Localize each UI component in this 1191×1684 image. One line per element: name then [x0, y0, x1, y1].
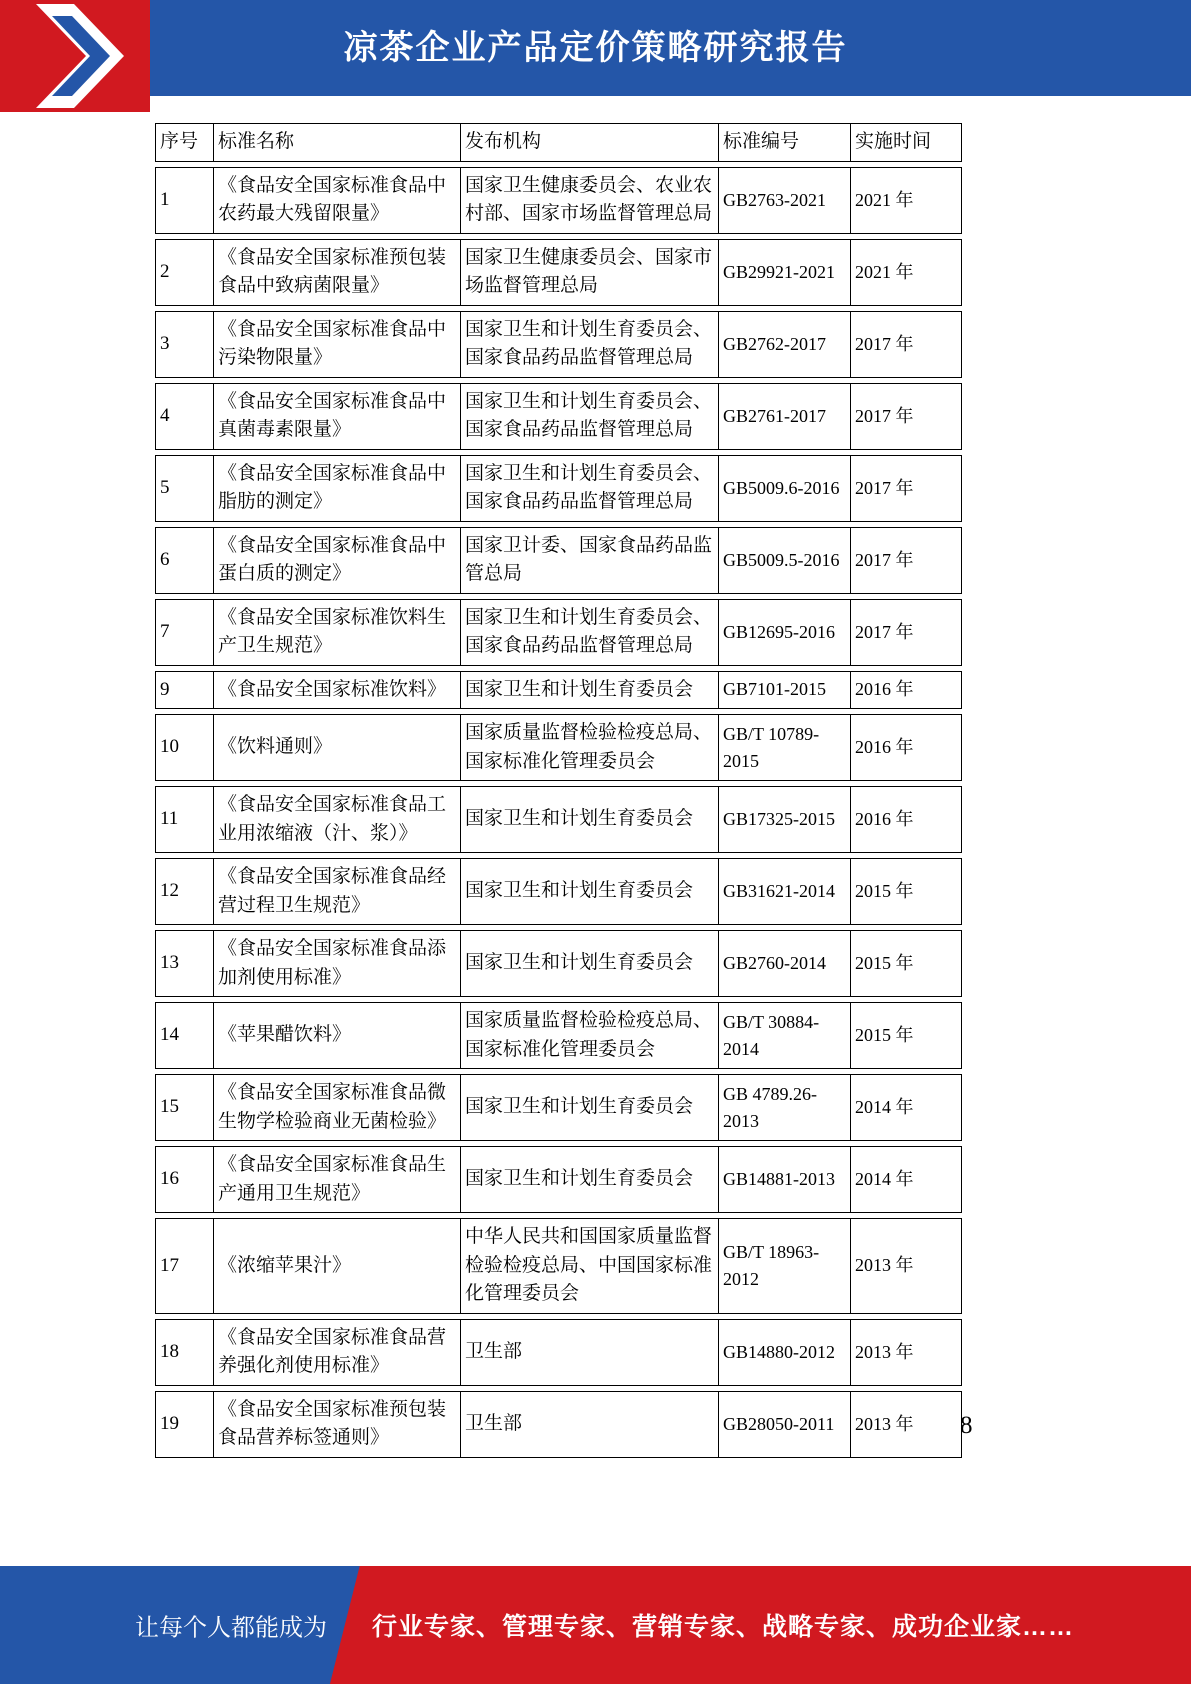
standard-name-cell: 《食品安全国家标准食品中真菌毒素限量》 [213, 383, 460, 450]
page-title: 凉茶企业产品定价策略研究报告 [343, 29, 848, 67]
row-number-cell: 18 [155, 1319, 213, 1386]
agency-cell: 国家卫生和计划生育委员会 [460, 786, 718, 853]
standard-name-cell: 《食品安全国家标准食品营养强化剂使用标准》 [213, 1319, 460, 1386]
table-row [155, 786, 962, 853]
year-cell: 2021 年 [850, 167, 962, 234]
standard-name-cell: 《食品安全国家标准食品添加剂使用标准》 [213, 930, 460, 997]
row-number-cell: 10 [155, 714, 213, 781]
standard-name-cell: 《饮料通则》 [213, 714, 460, 781]
year-cell: 2016 年 [850, 714, 962, 781]
row-number-cell: 15 [155, 1074, 213, 1141]
table-row [155, 311, 962, 378]
row-number-cell: 6 [155, 527, 213, 594]
row-number-cell: 12 [155, 858, 213, 925]
year-cell: 2017 年 [850, 311, 962, 378]
standard-code-cell: GB2760-2014 [718, 930, 850, 997]
table-row [155, 383, 962, 450]
row-number-cell: 17 [155, 1218, 213, 1314]
column-header-no: 序号 [155, 123, 213, 162]
table-row [155, 527, 962, 594]
standard-name-cell: 《食品安全国家标准饮料生产卫生规范》 [213, 599, 460, 666]
agency-cell: 中华人民共和国国家质量监督检验检疫总局、中国国家标准化管理委员会 [460, 1218, 718, 1314]
table-row [155, 714, 962, 781]
agency-cell: 国家卫生和计划生育委员会、国家食品药品监督管理总局 [460, 311, 718, 378]
standard-code-cell: GB7101-2015 [718, 671, 850, 710]
table-header-row [155, 123, 962, 162]
year-cell: 2017 年 [850, 455, 962, 522]
table-row [155, 167, 962, 234]
column-header-year: 实施时间 [850, 123, 962, 162]
standard-code-cell: GB29921-2021 [718, 239, 850, 306]
standard-name-cell: 《食品安全国家标准食品中农药最大残留限量》 [213, 167, 460, 234]
standard-code-cell: GB28050-2011 [718, 1391, 850, 1458]
year-cell: 2015 年 [850, 1002, 962, 1069]
standard-name-cell: 《食品安全国家标准食品中蛋白质的测定》 [213, 527, 460, 594]
footer-banner [0, 1566, 1191, 1684]
year-cell: 2021 年 [850, 239, 962, 306]
table-row [155, 455, 962, 522]
standard-name-cell: 《食品安全国家标准饮料》 [213, 671, 460, 710]
agency-cell: 国家卫生健康委员会、农业农村部、国家市场监督管理总局 [460, 167, 718, 234]
year-cell: 2017 年 [850, 383, 962, 450]
agency-cell: 国家卫生和计划生育委员会 [460, 930, 718, 997]
standard-code-cell: GB14880-2012 [718, 1319, 850, 1386]
standard-name-cell: 《食品安全国家标准食品经营过程卫生规范》 [213, 858, 460, 925]
table-row [155, 239, 962, 306]
standard-code-cell: GB31621-2014 [718, 858, 850, 925]
agency-cell: 国家卫生和计划生育委员会 [460, 858, 718, 925]
row-number-cell: 2 [155, 239, 213, 306]
row-number-cell: 11 [155, 786, 213, 853]
table-row [155, 671, 962, 710]
standards-table-container [155, 118, 962, 1463]
row-number-cell: 9 [155, 671, 213, 710]
standard-code-cell: GB/T 10789-2015 [718, 714, 850, 781]
standard-code-cell: GB/T 30884-2014 [718, 1002, 850, 1069]
header-banner [0, 0, 1191, 96]
footer-slogan-right: 行业专家、管理专家、营销专家、战略专家、成功企业家…… [372, 1613, 1075, 1641]
standard-code-cell: GB12695-2016 [718, 599, 850, 666]
agency-cell: 国家卫生和计划生育委员会、国家食品药品监督管理总局 [460, 599, 718, 666]
agency-cell: 国家卫生健康委员会、国家市场监督管理总局 [460, 239, 718, 306]
table-row [155, 1146, 962, 1213]
row-number-cell: 7 [155, 599, 213, 666]
footer-slogan-left: 让每个人都能成为 [135, 1614, 327, 1642]
standard-code-cell: GB5009.6-2016 [718, 455, 850, 522]
table-row [155, 1074, 962, 1141]
agency-cell: 国家质量监督检验检疫总局、国家标准化管理委员会 [460, 1002, 718, 1069]
year-cell: 2014 年 [850, 1074, 962, 1141]
row-number-cell: 16 [155, 1146, 213, 1213]
table-row [155, 1319, 962, 1386]
agency-cell: 卫生部 [460, 1319, 718, 1386]
agency-cell: 国家卫生和计划生育委员会 [460, 1074, 718, 1141]
year-cell: 2015 年 [850, 930, 962, 997]
row-number-cell: 14 [155, 1002, 213, 1069]
column-header-agency: 发布机构 [460, 123, 718, 162]
standard-code-cell: GB 4789.26-2013 [718, 1074, 850, 1141]
agency-cell: 国家卫计委、国家食品药品监管总局 [460, 527, 718, 594]
year-cell: 2013 年 [850, 1319, 962, 1386]
page-number: 8 [960, 1412, 973, 1439]
year-cell: 2016 年 [850, 786, 962, 853]
row-number-cell: 19 [155, 1391, 213, 1458]
standard-code-cell: GB2762-2017 [718, 311, 850, 378]
agency-cell: 国家卫生和计划生育委员会、国家食品药品监督管理总局 [460, 383, 718, 450]
standard-name-cell: 《浓缩苹果汁》 [213, 1218, 460, 1314]
row-number-cell: 3 [155, 311, 213, 378]
agency-cell: 卫生部 [460, 1391, 718, 1458]
year-cell: 2017 年 [850, 599, 962, 666]
standard-name-cell: 《苹果醋饮料》 [213, 1002, 460, 1069]
standard-name-cell: 《食品安全国家标准食品生产通用卫生规范》 [213, 1146, 460, 1213]
table-row [155, 1002, 962, 1069]
table-row [155, 1218, 962, 1314]
standard-code-cell: GB/T 18963-2012 [718, 1218, 850, 1314]
year-cell: 2016 年 [850, 671, 962, 710]
column-header-code: 标准编号 [718, 123, 850, 162]
standard-code-cell: GB14881-2013 [718, 1146, 850, 1213]
row-number-cell: 5 [155, 455, 213, 522]
year-cell: 2013 年 [850, 1218, 962, 1314]
standard-name-cell: 《食品安全国家标准食品中污染物限量》 [213, 311, 460, 378]
agency-cell: 国家卫生和计划生育委员会、国家食品药品监督管理总局 [460, 455, 718, 522]
year-cell: 2014 年 [850, 1146, 962, 1213]
year-cell: 2013 年 [850, 1391, 962, 1458]
table-row [155, 1391, 962, 1458]
standard-name-cell: 《食品安全国家标准食品中脂肪的测定》 [213, 455, 460, 522]
agency-cell: 国家卫生和计划生育委员会 [460, 671, 718, 710]
year-cell: 2017 年 [850, 527, 962, 594]
standards-table-body [155, 167, 962, 1458]
red-chevron-decoration [0, 0, 150, 112]
table-row [155, 599, 962, 666]
standard-code-cell: GB2761-2017 [718, 383, 850, 450]
standard-code-cell: GB17325-2015 [718, 786, 850, 853]
year-cell: 2015 年 [850, 858, 962, 925]
standard-name-cell: 《食品安全国家标准食品工业用浓缩液（汁、浆）》 [213, 786, 460, 853]
standard-name-cell: 《食品安全国家标准预包装食品中致病菌限量》 [213, 239, 460, 306]
standards-table [155, 118, 962, 1463]
column-header-name: 标准名称 [213, 123, 460, 162]
standard-name-cell: 《食品安全国家标准食品微生物学检验商业无菌检验》 [213, 1074, 460, 1141]
agency-cell: 国家质量监督检验检疫总局、国家标准化管理委员会 [460, 714, 718, 781]
row-number-cell: 4 [155, 383, 213, 450]
standard-code-cell: GB5009.5-2016 [718, 527, 850, 594]
row-number-cell: 13 [155, 930, 213, 997]
row-number-cell: 1 [155, 167, 213, 234]
agency-cell: 国家卫生和计划生育委员会 [460, 1146, 718, 1213]
table-row [155, 930, 962, 997]
standard-name-cell: 《食品安全国家标准预包装食品营养标签通则》 [213, 1391, 460, 1458]
table-row [155, 858, 962, 925]
chevron-right-icon [0, 0, 150, 112]
standard-code-cell: GB2763-2021 [718, 167, 850, 234]
